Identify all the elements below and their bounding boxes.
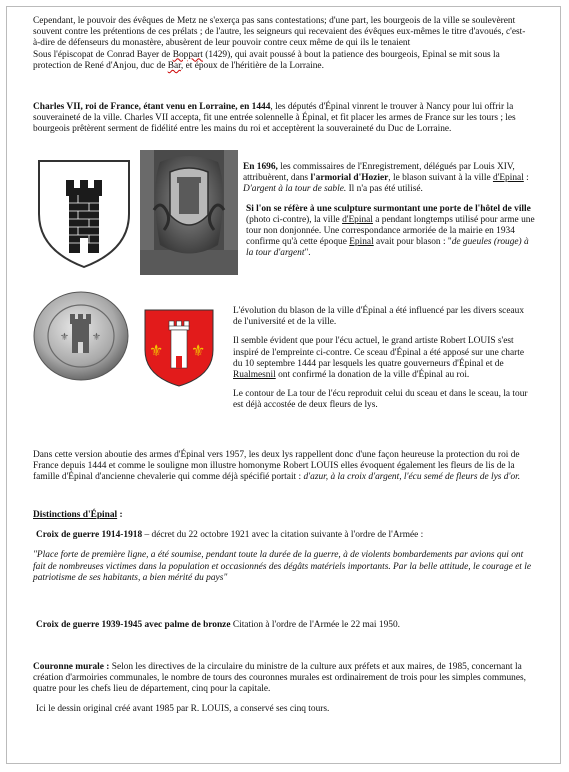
version-section xyxy=(33,450,533,484)
fleur-de-lys-right-icon: ⚜ xyxy=(191,341,206,360)
contour-paragraph: Le contour de La tour de l'écu reproduit celui du sceau et dans le sceau, la tour est déjà accostée de deux fleurs de lys. xyxy=(233,389,528,411)
evolution-paragraph: L'évolution du blason de la ville d'Épinal a été influencé par les divers sceaux de l'université et de la ville. xyxy=(233,306,525,328)
croix-1939-section xyxy=(33,620,533,631)
boppart-link[interactable]: Boppart xyxy=(172,49,203,60)
bar-link[interactable]: Bar xyxy=(167,60,181,71)
version-paragraph: Dans cette version aboutie des armes d'Épinal vers 1957, les deux lys rappellent donc d'une façon heureuse la protection du roi de France depuis 1444 et comme le souligne mon illustre homonyme Robert LOUIS elles évoquent également les fleurs de lis de la famille d'Épinal d'ancienne chevalerie qui comme déjà spécifié portait : d'azur, à la croix d'argent, l'écu semé de fleurs de lys d'or. xyxy=(33,450,521,483)
evolution-section xyxy=(230,306,530,412)
croix-1914-paragraph: Croix de guerre 1914-1918 – décret du 22 octobre 1921 avec la citation suivante à l'ordre de l'Armée : xyxy=(36,530,424,541)
epinal-link-2[interactable]: d'Epinal xyxy=(342,214,373,225)
sculpture-paragraph: Si l'on se réfère à une sculpture surmontant une porte de l'hôtel de ville (photo ci-contre), la ville d'Epinal a pendant longtemps utilisé pour arme une tour non donjonnée. Une correspondance armoriée de la mairie en 1934 confirme qu'à cette époque Epinal avait pour blason : "de gueules (rouge) à la tour d'argent". xyxy=(246,203,535,259)
black-tower-icon xyxy=(66,180,102,253)
epinal-seal-photo xyxy=(32,290,130,382)
dessin-original-paragraph: Ici le dessin original créé avant 1985 par R. LOUIS, a conservé ses cinq tours. xyxy=(36,703,330,714)
intro-paragraph: Cependant, le pouvoir des évêques de Metz ne s'exerça pas sans contestations; d'une part, les bourgeois de la ville se soulevèrent souvent contre les prétentions de ces prélats ; de l'autre, les seigneurs qui recevaient des évêques eux-mêmes le titre d'avoués, c'est-à-dire de défenseurs du monastère, abusèrent de leur pouvoir contre ceux même de qui ils le tenaient xyxy=(33,16,526,49)
seal-paragraph: Il semble évident que pour l'écu actuel, le grand artiste Robert LOUIS s'est inspiré de l'empreinte ci-contre. Ce sceau d'Épinal a été apposé sur une charte du 10 septembre 1444 par lesquels les quatre gouverneurs d'Épinal et de Rualmesnil ont confirmé la donation de la ville d'Épinal au roi. xyxy=(233,336,525,381)
armorial-1696-paragraph: En 1696, les commissaires de l'Enregistrement, délégués par Louis XIV, attribuèrent, dans l'armorial d'Hozier, le blason suivant à la ville d'Epinal : D'argent à la tour de sable. Il n'a pas été utilisé. xyxy=(243,162,529,195)
couronne-paragraph: Couronne murale : Selon les directives de la circulaire du ministre de la culture aux préfets et aux maires, de 1985, concernant la création d'armoiries communales, le nombre de tours des couronnes murales est ordinairement de trois pour les simples communes, quatre pour les chefs lieu de département, cinq pour la capitale. xyxy=(33,662,526,695)
current-coat-of-arms-image xyxy=(143,308,215,388)
croix-1939-paragraph: Croix de guerre 1939-1945 avec palme de bronze Citation à l'ordre de l'Armée le 22 mai 1950. xyxy=(36,620,400,630)
svg-text:⚜: ⚜ xyxy=(60,332,69,343)
intro-section xyxy=(33,16,530,72)
protection-paragraph: Sous l'épiscopat de Conrad Bayer de Boppart (1429), qui avait poussé à bout la patience des bourgeois, Epinal se mit sous la protection de René d'Anjou, duc de Bar, et époux de l'héritière de la Lorraine. xyxy=(33,49,500,71)
svg-text:⚜: ⚜ xyxy=(92,332,101,343)
distinctions-title: Distinctions d'Épinal : xyxy=(33,510,123,520)
fleur-de-lys-left-icon: ⚜ xyxy=(149,341,164,360)
epinal-link-3[interactable]: Epinal xyxy=(349,237,374,248)
shield-argent-tower-image xyxy=(36,158,132,270)
citation-quote: "Place forte de première ligne, a été soumise, pendant toute la durée de la guerre, à de violents bombardements par avions qui ont fait de nombreuses victimes dans la population et occasionnés des dégâts matériels importants. Par la belle attitude, le courage et le patriotisme de ses habitants, a bien mérité du pays" xyxy=(33,550,532,583)
couronne-section xyxy=(33,662,533,715)
distinctions-section xyxy=(33,510,533,584)
charles-paragraph: Charles VII, roi de France, étant venu en Lorraine, en 1444, les députés d'Épinal vinrent le trouver à Nancy pour lui offrir la souveraineté de la ville. Charles VII accepta, fit une entrée solennelle à Épinal, et fit placer les armes de France sur les tours ; les bourgeois prêtèrent serment de fidélité entre les mains du roi et acceptèrent la souveraineté du Duc de Lorraine. xyxy=(33,102,516,135)
charles-section xyxy=(33,102,533,136)
epinal-link[interactable]: d'Epinal xyxy=(492,173,524,184)
hotel-de-ville-sculpture-photo xyxy=(140,150,238,275)
armorial-section xyxy=(243,162,535,260)
rualmesnil-link[interactable]: Rualmesnil xyxy=(233,370,276,381)
